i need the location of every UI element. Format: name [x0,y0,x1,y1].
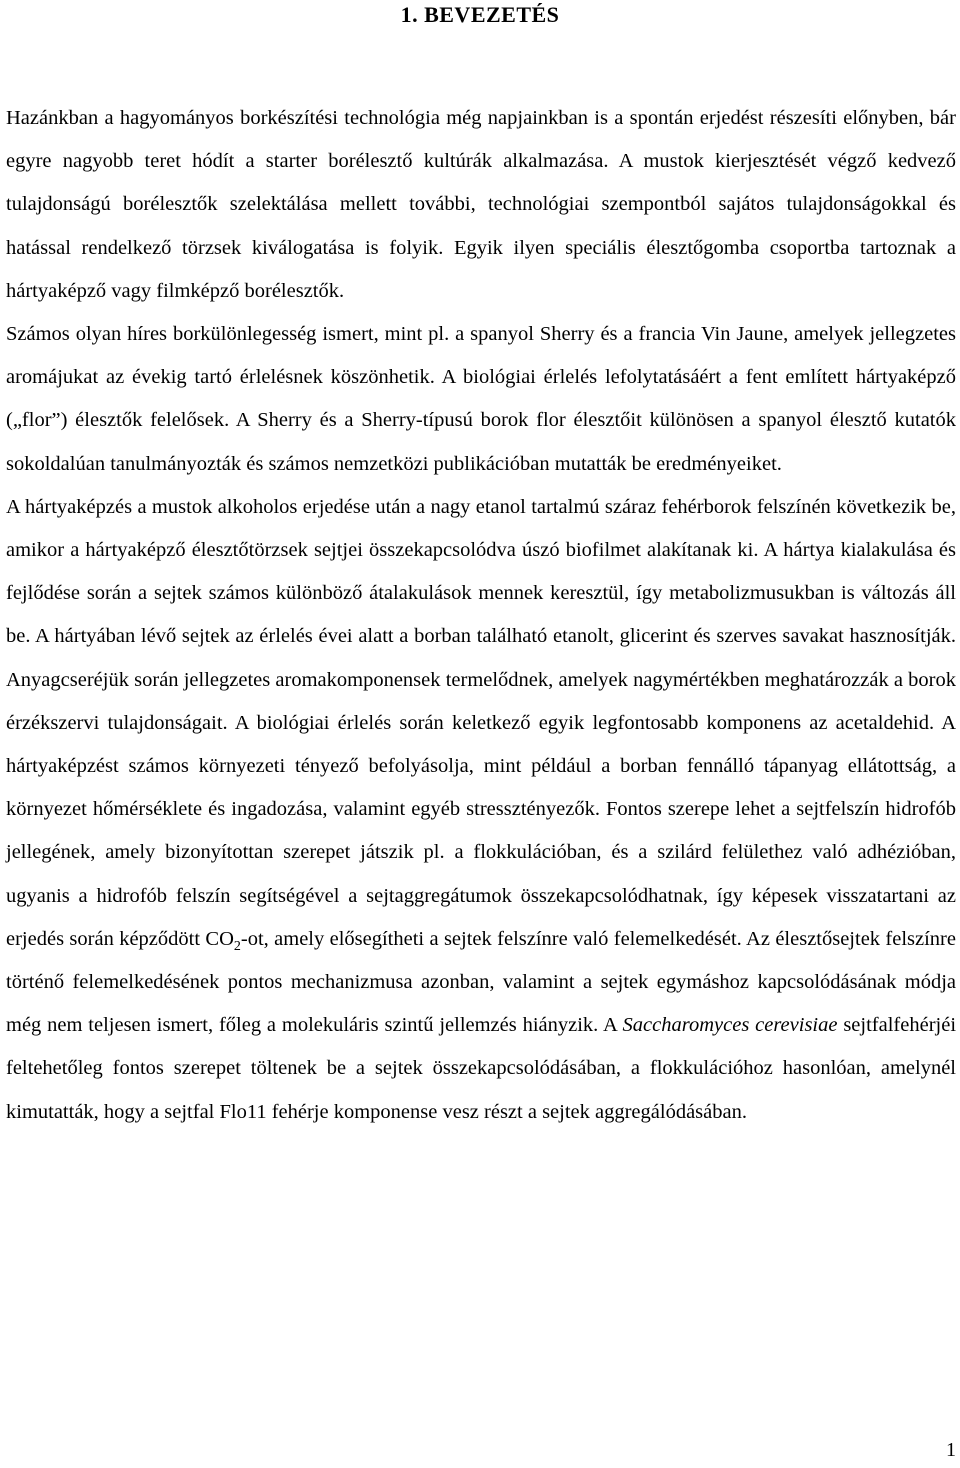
section-heading: 1. BEVEZETÉS [400,2,560,27]
paragraph-3 [6,486,956,1134]
paragraph-2: Számos olyan híres borkülönlegesség ismert, mint pl. a spanyol Sherry és a francia Vin Jaune, amelyek jellegzetes aromájukat az évekig tartó érlelésnek köszönhetik. A biológiai érlelés lefolytatásáért a fent említett hártyaképző („flor”) élesztők felelősek. A Sherry és a Sherry-típusú borok flor élesztőit különösen a spanyol élesztő kutatók sokoldalúan tanulmányozták és számos nemzetközi publikációban mutatták be eredményeiket. [6,323,956,475]
paragraph-3-text-c: sejtfalfehérjéi feltehetőleg fontos szerepet töltenek be a sejtek összekapcsolódásában, a flokkulációhoz hasonlóan, amelynél kimutatták, hogy a sejtfal Flo11 fehérje komponense vesz részt a sejtek aggregálódásában. [6,1014,957,1123]
subscript-2: 2 [233,938,241,954]
page-number: 1 [946,1439,956,1461]
document-body [6,97,956,1134]
paragraph-3-text-b: -ot, amely elősegítheti a sejtek felszínre való felemelkedését. Az élesztősejtek felszínre történő felemelkedésének pontos mechanizmusa azonban, valamint a sejtek egymáshoz kapcsolódásának módja még nem teljesen ismert, főleg a molekuláris szintű jellemzés hiányzik. A [6,927,956,1037]
paragraph-3-text-a: A hártyaképzés a mustok alkoholos erjedése után a nagy etanol tartalmú száraz fehérborok felszínén következik be, amikor a hártyaképző élesztőtörzsek sejtjei összekapcsolódva úszó biofilmet alakítanak ki. A hártya kialakulása és fejlődése során a sejtek számos különböző átalakulások mennek keresztül, így metabolizmusukban is változás áll be. A hártyában lévő sejtek az érlelés évei alatt a borban található etanolt, glicerint és szerves savakat hasznosítják. Anyagcseréjük során jellegzetes aromakomponensek termelődnek, amelyek nagymértékben meghatározzák a borok érzékszervi tulajdonságait. A biológiai érlelés során keletkező egyik legfontosabb komponens az acetaldehid. A hártyaképzést számos környezeti tényező befolyásolja, mint például a borban fennálló tápanyag ellátottság, a környezet hőmérséklete és ingadozása, valamint egyéb stressztényezők. Fontos szerepe lehet a sejtfelszín hidrofób jellegének, amely bizonyítottan szerepet játszik pl. a flokkulációban, és a szilárd felülethez való adhézióban, ugyanis a hidrofób felszín segítségével a sejtaggregátumok összekapcsolódhatnak, így képesek visszatartani az erjedés során képződött CO [6,495,956,950]
paragraph-1: Hazánkban a hagyományos borkészítési technológia még napjainkban is a spontán erjedést részesíti előnyben, bár egyre nagyobb teret hódít a starter borélesztő kultúrák alkalmazása. A mustok kierjesztését végző kedvező tulajdonságú borélesztők szelektálása mellett további, technológiai szempontból sajátos tulajdonságokkal és hatással rendelkező törzsek kiválogatása is folyik. Egyik ilyen speciális élesztőgomba csoportba tartoznak a hártyaképző vagy filmképző borélesztők. [6,107,956,302]
species-name: Saccharomyces cerevisiae [622,1014,838,1037]
